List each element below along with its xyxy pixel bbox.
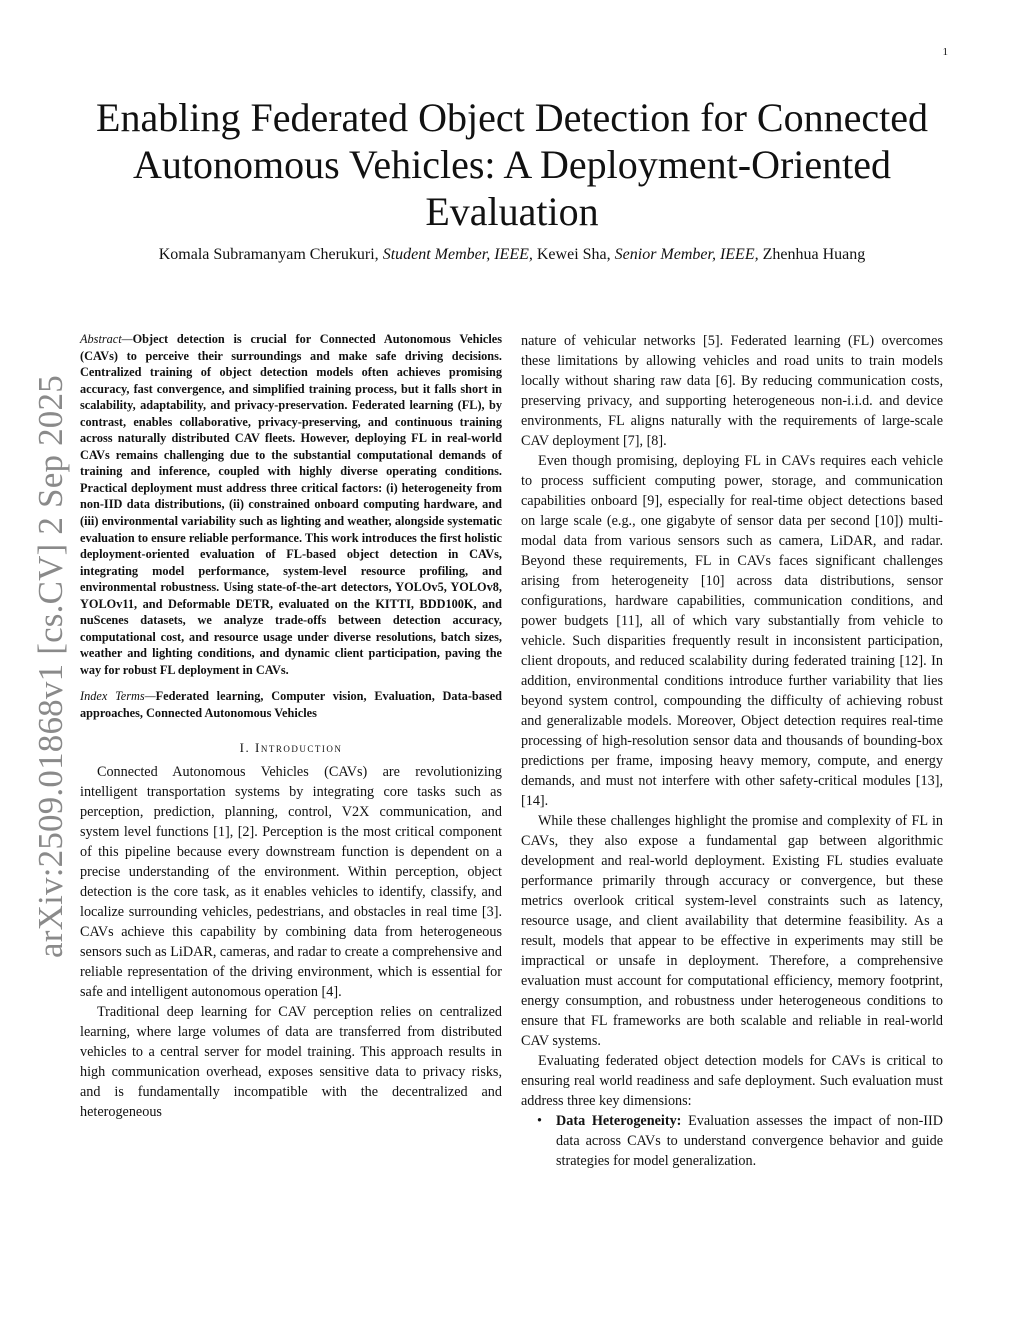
author-line <box>40 246 984 264</box>
index-terms <box>80 688 502 721</box>
body-paragraph: Connected Autonomous Vehicles (CAVs) are revolutionizing intelligent transportation systems by integrating core tasks such as perception, prediction, planning, control, V2X communication, and system level functions [1], [2]. Perception is the most critical component of this pipeline because every downstream function is dependent on a precise understanding of the environment. Within perception, object detection is the core task, as it enables vehicles to identify, classify, and localize surrounding vehicles, pedestrians, and obstacles in real time [3]. CAVs achieve this capability by combining data from heterogeneous sensors such as LiDAR, cameras, and radar to create a comprehensive and reliable representation of the driving environment, which is essential for safe and intelligent autonomous operation [4]. <box>80 763 502 1000</box>
abstract-dash: — <box>121 332 133 346</box>
author-name: Kewei Sha, <box>536 246 611 263</box>
list-item-label: Data Heterogeneity: <box>556 1113 682 1129</box>
section-heading-introduction <box>80 738 502 758</box>
dimensions-list <box>521 1111 943 1171</box>
left-column <box>80 331 502 1122</box>
body-paragraph: Even though promising, deploying FL in CAVs requires each vehicle to process sufficient computing power, storage, and communication capabilities onboard [9], especially for real-time object detections based on large scale (e.g., one gigabyte of sensor data per second [10]) multi-modal data from various sensors such as camera, LiDAR, and radar. Beyond these requirements, FL in CAVs faces significant challenges arising from heterogeneity [10] across data distributions, sensor configurations, hardware capabilities, communication conditions, and power budgets [11], all of which vary substantially from vehicle to vehicle. Such disparities frequently result in inconsistent participation, client dropouts, and reduced scalability during federated training [12]. In addition, environmental conditions introduce further variability that lies beyond system control, compounding the difficulty of achieving robust and generalizable models. Moreover, Object detection requires real-time processing of high-resolution sensor data and thousands of bounding-box predictions per frame, imposing heavy memory, compute, and energy demands, and must not interfere with other safety-critical modules [13], [14]. <box>521 453 943 809</box>
author-membership: Senior Member, IEEE, <box>614 246 759 263</box>
page-number: 1 <box>942 46 948 58</box>
abstract-text: Object detection is crucial for Connected Autonomous Vehicles (CAVs) to perceive their surroundings and make safe driving decisions. Centralized training of object detection models often achieves promising accuracy, fast convergence, and simplified training process, but it falls short in scalability, adaptability, and privacy-preservation. Federated learning (FL), by contrast, enables collaborative, privacy-preserving, and continuous training across naturally distributed CAV fleets. However, deploying FL in real-world CAVs remains challenging due to the substantial computational demands of training and inference, coupled with highly diverse operating conditions. Practical deployment must address three critical factors: (i) heterogeneity from non-IID data distributions, (ii) constrained onboard computing hardware, and (iii) environmental variability such as lighting and weather, alongside systematic evaluation to ensure reliable performance. This work introduces the first holistic deployment-oriented evaluation of FL-based object detection in CAVs, integrating model performance, system-level resource profiling, and environmental robustness. Using state-of-the-art detectors, YOLOv5, YOLOv8, YOLOv11, and Deformable DETR, evaluated on the KITTI, BDD100K, and nuScenes datasets, we analyze trade-offs between detection accuracy, computational cost, and resource usage under diverse resolutions, batch sizes, weather and lighting conditions, and dynamic client participation, paving the way for robust FL deployment in CAVs. <box>80 332 502 677</box>
body-paragraph: Traditional deep learning for CAV perception relies on centralized learning, where large volumes of data are transferred from distributed vehicles to a central server for model training. This approach results in high communication overhead, exposes sensitive data to privacy risks, and is fundamentally incompatible with the decentralized and heterogeneous <box>80 1003 502 1120</box>
paper-title: Enabling Federated Object Detection for Connected Autonomous Vehicles: A Deployment-Oriented Evaluation <box>96 95 928 234</box>
section-title: Introduction <box>255 739 343 755</box>
body-paragraph: nature of vehicular networks [5]. Federated learning (FL) overcomes these limitations by allowing vehicles and road units to train models locally without sharing raw data [6]. By reducing communication costs, preserving privacy, and supporting heterogeneous non-i.i.d. and device environments, FL aligns naturally with the requirements of large-scale CAV deployment [7], [8]. <box>521 333 943 449</box>
author-membership: Student Member, IEEE, <box>382 246 533 263</box>
arxiv-identifier-stamp: arXiv:2509.01868v1 [cs.CV] 2 Sep 2025 <box>31 375 70 958</box>
author-name: Zhenhua Huang <box>762 246 866 263</box>
index-terms-text: Federated learning, Computer vision, Evaluation, Data-based approaches, Connected Autonomous Vehicles <box>80 689 502 721</box>
right-column <box>521 331 943 1171</box>
list-item-text: Evaluation assesses the impact of non-IID data across CAVs to understand convergence behavior and guide strategies for model generalization. <box>556 1113 943 1169</box>
index-terms-label: Index Terms <box>80 689 145 704</box>
author-name: Komala Subramanyam Cherukuri, <box>158 246 379 263</box>
abstract <box>80 331 502 678</box>
list-item <box>537 1111 943 1171</box>
section-number: I. <box>239 739 251 755</box>
bullet-icon: • <box>537 1113 542 1129</box>
index-terms-dash: — <box>144 689 156 704</box>
body-paragraph: Evaluating federated object detection models for CAVs is critical to ensuring real world readiness and safe deployment. Such evaluation must address three key dimensions: <box>521 1053 943 1109</box>
abstract-label: Abstract <box>80 332 122 346</box>
body-paragraph: While these challenges highlight the promise and complexity of FL in CAVs, they also expose a fundamental gap between algorithmic development and real-world deployment. Existing FL studies evaluate performance primarily through accuracy or convergence, but these metrics overlook critical system-level constraints such as latency, resource usage, and client availability that determine feasibility. As a result, models that appear to be effective in experiments may still be impractical or unsafe in deployment. Therefore, a comprehensive evaluation must account for computational efficiency, memory footprint, energy consumption, and robustness under heterogeneous conditions to ensure that FL frameworks are both scalable and reliable in real-world CAV systems. <box>521 813 943 1049</box>
